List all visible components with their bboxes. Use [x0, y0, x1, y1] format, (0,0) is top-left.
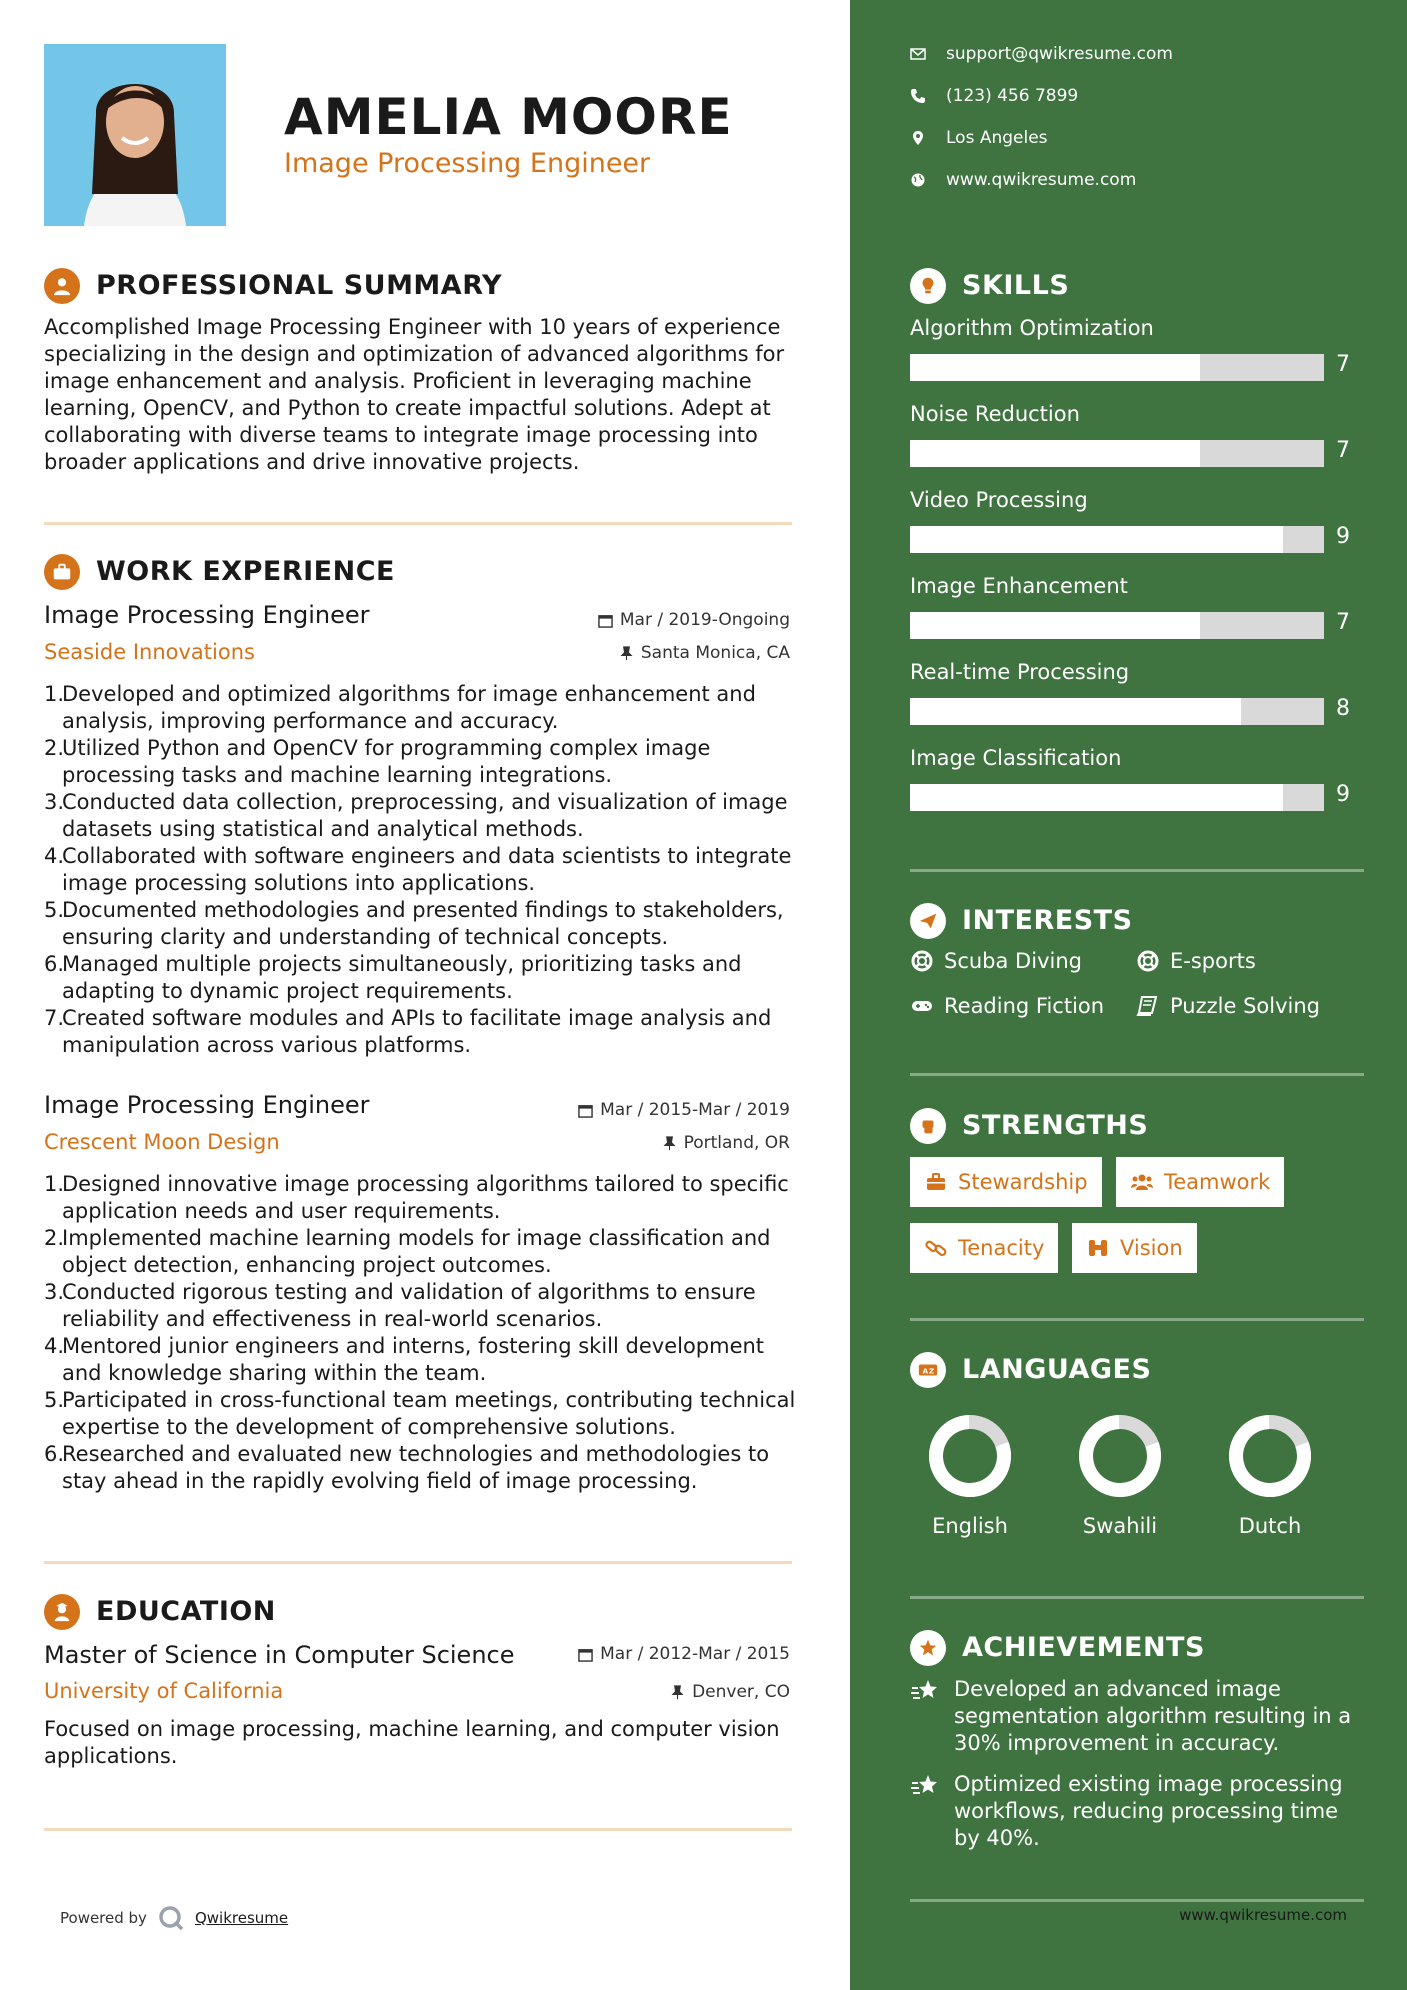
lifebuoy-icon — [910, 949, 934, 973]
skill-value: 9 — [1336, 524, 1350, 549]
list-item: 6. Researched and evaluated new technologies and methodologies to stay ahead in the rapidly evolving field of image processing. — [44, 1442, 770, 1493]
list-item: 1. Developed and optimized algorithms for image enhancement and analysis, improving performance and accuracy. — [44, 682, 756, 733]
job-responsibilities — [44, 681, 804, 1059]
pin-icon — [619, 646, 634, 661]
sidebar-divider — [910, 869, 1364, 872]
strengths-title: STRENGTHS — [962, 1110, 1149, 1141]
powered-by — [60, 1904, 288, 1932]
sidebar-divider — [910, 1596, 1364, 1599]
school: University of California — [44, 1679, 284, 1703]
list-item: 7. Created software modules and APIs to facilitate image analysis and manipulation across various platforms. — [44, 1006, 772, 1057]
user-icon — [44, 268, 80, 304]
job-company: Crescent Moon Design — [44, 1130, 280, 1154]
skill-bar-fill — [910, 526, 1283, 553]
strength-badge: Tenacity — [910, 1223, 1058, 1273]
binoculars-icon — [1086, 1236, 1110, 1260]
language-item — [1060, 1414, 1180, 1538]
skill-bar-fill — [910, 354, 1200, 381]
skill-bar — [910, 612, 1324, 639]
skill-bar-fill — [910, 612, 1200, 639]
job-title: Image Processing Engineer — [44, 1091, 370, 1119]
job-location: Portland, OR — [662, 1133, 790, 1153]
shooting-star-icon — [910, 1678, 942, 1706]
experience-title: WORK EXPERIENCE — [96, 556, 395, 587]
section-divider — [44, 1828, 792, 1831]
skill-value: 7 — [1336, 438, 1350, 463]
calendar-icon — [578, 1647, 593, 1662]
skill-bar — [910, 526, 1324, 553]
powered-by-label: Powered by — [60, 1909, 147, 1927]
strength-badge: Vision — [1072, 1223, 1197, 1273]
strength-badge: Teamwork — [1116, 1157, 1284, 1207]
skill-bar — [910, 440, 1324, 467]
interests-title: INTERESTS — [962, 905, 1133, 936]
skill-bar-fill — [910, 698, 1241, 725]
lightbulb-icon — [910, 268, 946, 304]
job-company: Seaside Innovations — [44, 640, 255, 664]
skill-value: 7 — [1336, 352, 1350, 377]
skill-value: 9 — [1336, 782, 1350, 807]
skill-bar-fill — [910, 440, 1200, 467]
education-title: EDUCATION — [96, 1596, 276, 1627]
users-icon — [1130, 1170, 1154, 1194]
globe-icon — [910, 172, 926, 188]
phone-icon — [910, 88, 926, 104]
skill-bar — [910, 354, 1324, 381]
language-item — [910, 1414, 1030, 1538]
job-title: Image Processing Engineer — [44, 601, 370, 629]
skill-name: Image Enhancement — [910, 574, 1128, 598]
pin-icon — [662, 1136, 677, 1151]
contact-phone: (123) 456 7899 — [910, 86, 1078, 106]
graduate-icon — [44, 1594, 80, 1630]
interest-item: Puzzle Solving — [1136, 994, 1320, 1018]
pin-icon — [670, 1685, 685, 1700]
star-badge-icon — [910, 1630, 946, 1666]
language-item — [1210, 1414, 1330, 1538]
skill-bar — [910, 784, 1324, 811]
sidebar — [850, 0, 1407, 1990]
skill-name: Algorithm Optimization — [910, 316, 1154, 340]
briefcase-icon — [44, 554, 80, 590]
footer-website[interactable]: www.qwikresume.com — [1179, 1906, 1347, 1924]
language-name: Swahili — [1082, 1514, 1158, 1538]
candidate-name: AMELIA MOORE — [284, 88, 733, 146]
list-item: 4. Collaborated with software engineers and data scientists to integrate image processing solutions into applications. — [44, 844, 792, 895]
lifebuoy-icon — [1136, 949, 1160, 973]
skill-value: 8 — [1336, 696, 1350, 721]
book-icon — [1136, 994, 1160, 1018]
skill-value: 7 — [1336, 610, 1350, 635]
skill-bar-fill — [910, 784, 1283, 811]
sidebar-divider — [910, 1318, 1364, 1321]
qwikresume-logo-icon — [157, 1904, 185, 1932]
interest-item: Reading Fiction — [910, 994, 1104, 1018]
skill-name: Noise Reduction — [910, 402, 1080, 426]
link-icon — [924, 1236, 948, 1260]
shooting-star-icon — [910, 1773, 942, 1801]
language-donut — [1078, 1414, 1162, 1498]
interest-item: E-sports — [1136, 949, 1256, 973]
list-item: 2. Implemented machine learning models for image classification and object detection, enhancing project outcomes. — [44, 1226, 771, 1277]
paper-plane-icon — [910, 903, 946, 939]
skills-title: SKILLS — [962, 270, 1070, 301]
fist-icon — [910, 1108, 946, 1144]
contact-email: support@qwikresume.com — [910, 44, 1173, 64]
profile-photo — [44, 44, 226, 226]
achievements-title: ACHIEVEMENTS — [962, 1632, 1205, 1663]
language-donut — [928, 1414, 1012, 1498]
svg-text:A: A — [922, 1366, 929, 1376]
contact-website: www.qwikresume.com — [910, 170, 1136, 190]
calendar-icon — [598, 613, 613, 628]
envelope-icon — [910, 46, 926, 62]
education-description: Focused on image processing, machine learning, and computer vision applications. — [44, 1717, 780, 1768]
skill-bar — [910, 698, 1324, 725]
achievement-item: Developed an advanced image segmentation algorithm resulting in a 30% improvement in accuracy. — [910, 1676, 1370, 1757]
calendar-icon — [578, 1103, 593, 1118]
achievement-item: Optimized existing image processing workflows, reducing processing time by 40%. — [910, 1771, 1370, 1852]
sidebar-divider — [910, 1073, 1364, 1076]
language-name: Dutch — [1238, 1514, 1302, 1538]
language-name: English — [932, 1514, 1008, 1538]
brand-link[interactable]: Qwikresume — [194, 1909, 289, 1927]
list-item: 3. Conducted rigorous testing and validation of algorithms to ensure reliability and effectiveness in real-world scenarios. — [44, 1280, 756, 1331]
candidate-role: Image Processing Engineer — [284, 148, 651, 179]
interest-item: Scuba Diving — [910, 949, 1082, 973]
skill-name: Image Classification — [910, 746, 1122, 770]
list-item: 6. Managed multiple projects simultaneously, prioritizing tasks and adapting to dynamic project requirements. — [44, 952, 742, 1003]
list-item: 5. Documented methodologies and presented findings to stakeholders, ensuring clarity and understanding of technical concepts. — [44, 898, 784, 949]
contact-location: Los Angeles — [910, 128, 1048, 148]
map-marker-icon — [910, 130, 926, 146]
svg-text:Z: Z — [928, 1366, 935, 1376]
strength-badge: Stewardship — [910, 1157, 1102, 1207]
education-location: Denver, CO — [670, 1682, 790, 1702]
job-dates: Mar / 2019-Ongoing — [598, 610, 790, 630]
sidebar-divider — [910, 1899, 1364, 1902]
language-donut — [1228, 1414, 1312, 1498]
skill-name: Real-time Processing — [910, 660, 1130, 684]
section-divider — [44, 522, 792, 525]
gamepad-icon — [910, 994, 934, 1018]
list-item: 1. Designed innovative image processing algorithms tailored to specific application needs and user requirements. — [44, 1172, 789, 1223]
briefcase-icon — [924, 1170, 948, 1194]
job-location: Santa Monica, CA — [619, 643, 790, 663]
list-item: 5. Participated in cross-functional team meetings, contributing technical expertise to the development of comprehensive solutions. — [44, 1388, 796, 1439]
translate-icon — [910, 1352, 946, 1388]
job-responsibilities — [44, 1171, 804, 1495]
section-divider — [44, 1561, 792, 1564]
education-dates: Mar / 2012-Mar / 2015 — [578, 1644, 790, 1664]
summary-text: Accomplished Image Processing Engineer with 10 years of experience specializing in the design and optimization of advanced algorithms for image enhancement and analysis. Proficient in leveraging machine learning, OpenCV, and Python to create impactful solutions. Adept at collaborating with diverse teams to integrate image processing into broader applications and drive innovative projects. — [44, 315, 785, 474]
degree: Master of Science in Computer Science — [44, 1641, 515, 1669]
job-dates: Mar / 2015-Mar / 2019 — [578, 1100, 790, 1120]
skill-name: Video Processing — [910, 488, 1088, 512]
languages-title: LANGUAGES — [962, 1354, 1152, 1385]
list-item: 3. Conducted data collection, preprocessing, and visualization of image datasets using statistical and analytical methods. — [44, 790, 788, 841]
list-item: 2. Utilized Python and OpenCV for programming complex image processing tasks and machine learning integrations. — [44, 736, 711, 787]
list-item: 4. Mentored junior engineers and interns, fostering skill development and knowledge sharing within the team. — [44, 1334, 765, 1385]
summary-title: PROFESSIONAL SUMMARY — [96, 270, 503, 301]
